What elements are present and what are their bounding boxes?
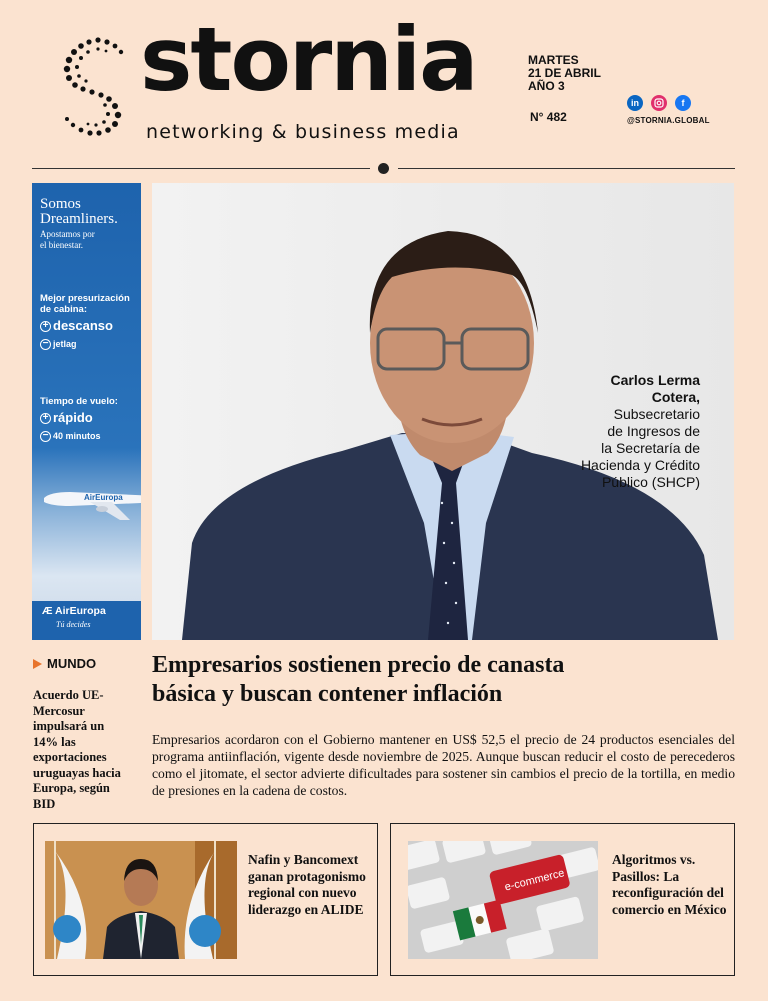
- ad-flight-label: Tiempo de vuelo:: [40, 396, 118, 407]
- facebook-icon[interactable]: f: [675, 95, 691, 111]
- ad-benefit-rest: [40, 318, 113, 333]
- instagram-icon[interactable]: [651, 95, 667, 111]
- keyboard-illustration: [408, 841, 598, 959]
- ad-benefit-minutes-text: 40 minutos: [53, 431, 101, 441]
- brand-wordmark: stornia: [140, 8, 477, 111]
- ad-pressure-label: [40, 293, 130, 315]
- ad-benefit-minutes: [40, 431, 101, 442]
- date-full: 21 DE ABRIL: [528, 66, 601, 80]
- section-label-mundo[interactable]: [33, 656, 96, 671]
- photo-caption: [540, 372, 700, 491]
- triangle-marker-icon: [33, 659, 42, 669]
- story-card-ecommerce[interactable]: [390, 823, 735, 976]
- story-card-nafin-title: Nafin y Bancomext ganan protagonismo regional con nuevo liderazgo en ALIDE: [248, 852, 366, 917]
- minus-icon: −: [40, 431, 51, 442]
- caption-role-line-2: de Ingresos de: [607, 423, 700, 439]
- sidebar-story-link[interactable]: Acuerdo UE-Mercosur impulsará un 14% las exportaciones uruguayas hacia Europa, según BID: [33, 688, 121, 811]
- ecommerce-key-label: e-commerce: [503, 867, 566, 894]
- story-card-nafin[interactable]: [33, 823, 378, 976]
- date-day: MARTES: [528, 53, 579, 67]
- caption-role-line-3: la Secretaría de: [601, 440, 700, 456]
- airplane-icon: [40, 480, 141, 525]
- ad-pressure-line-1: Mejor presurización: [40, 293, 130, 304]
- story-card-nafin-image: [45, 841, 237, 959]
- brand-tagline: networking & business media: [146, 121, 460, 143]
- stornia-logo-icon: [58, 34, 128, 138]
- divider-left: [32, 168, 370, 169]
- plane-livery: AirEuropa: [84, 493, 123, 502]
- ad-benefit-fast-text: rápido: [53, 410, 93, 425]
- ad-slogan: Tú decides: [56, 620, 91, 629]
- ad-pressure-line-2: de cabina:: [40, 304, 87, 315]
- section-label-text: MUNDO: [47, 656, 97, 671]
- date-year: AÑO 3: [528, 79, 565, 93]
- story-card-ecommerce-title: Algoritmos vs. Pasillos: La reconfiguración del comercio en México: [612, 852, 727, 917]
- social-links: [627, 95, 691, 111]
- minus-icon: −: [40, 339, 51, 350]
- ad-benefit-jetlag-text: jetlag: [53, 339, 77, 349]
- ad-benefit-jetlag: [40, 339, 77, 350]
- social-handle[interactable]: @STORNIA.GLOBAL: [627, 116, 710, 125]
- ad-brand-name: AirEuropa: [55, 605, 106, 617]
- dateline: [528, 54, 601, 93]
- ad-footer: [32, 601, 141, 640]
- ad-headline: [40, 197, 118, 227]
- ad-brand: [42, 605, 106, 617]
- ad-headline-line-1: Somos: [40, 196, 81, 212]
- issue-number: N° 482: [530, 110, 567, 124]
- caption-name-line-1: Carlos Lerma: [610, 372, 700, 388]
- divider-right: [398, 168, 735, 169]
- ad-headline-line-2: Dreamliners.: [40, 211, 118, 227]
- main-story-body: Empresarios acordaron con el Gobierno mantener en US$ 52,5 el precio de 24 productos esenciales del programa antiinflación, vigente desde noviembre de 2025. Aunque buscan reducir el costo de perecederos como el jitomate, el sector advierte dificultades para sostener sin cambios el precio de la tortilla, en medio de presiones en la cadena de costos.: [152, 732, 735, 798]
- story-card-ecommerce-image: [408, 841, 598, 959]
- main-headline-line-1: Empresarios sostienen precio de canasta: [152, 652, 565, 678]
- linkedin-icon[interactable]: in: [627, 95, 643, 111]
- main-headline[interactable]: [152, 651, 712, 709]
- ad-subtitle-line-2: el bienestar.: [40, 240, 83, 250]
- airline-logo-icon: Æ: [42, 605, 56, 617]
- caption-name-line-2: Cotera,: [651, 389, 700, 405]
- ad-subtitle-line-1: Apostamos por: [40, 229, 95, 239]
- main-photo: [152, 183, 734, 640]
- ad-subtitle: [40, 229, 95, 251]
- airline-advertisement[interactable]: [32, 183, 141, 640]
- caption-role-line-5: Público (SHCP): [601, 474, 700, 490]
- ad-benefit-rest-text: descanso: [53, 318, 113, 333]
- nafin-photo-illustration: [45, 841, 237, 959]
- main-headline-line-2: básica y buscan contener inflación: [152, 681, 503, 707]
- caption-role-line-4: Hacienda y Crédito: [580, 457, 700, 473]
- plus-icon: +: [40, 321, 51, 332]
- plus-icon: +: [40, 413, 51, 424]
- ad-benefit-fast: [40, 410, 93, 425]
- caption-role-line-1: Subsecretario: [613, 406, 700, 422]
- divider-ornament-icon: [378, 163, 389, 174]
- page-bottom-band: [0, 986, 768, 1001]
